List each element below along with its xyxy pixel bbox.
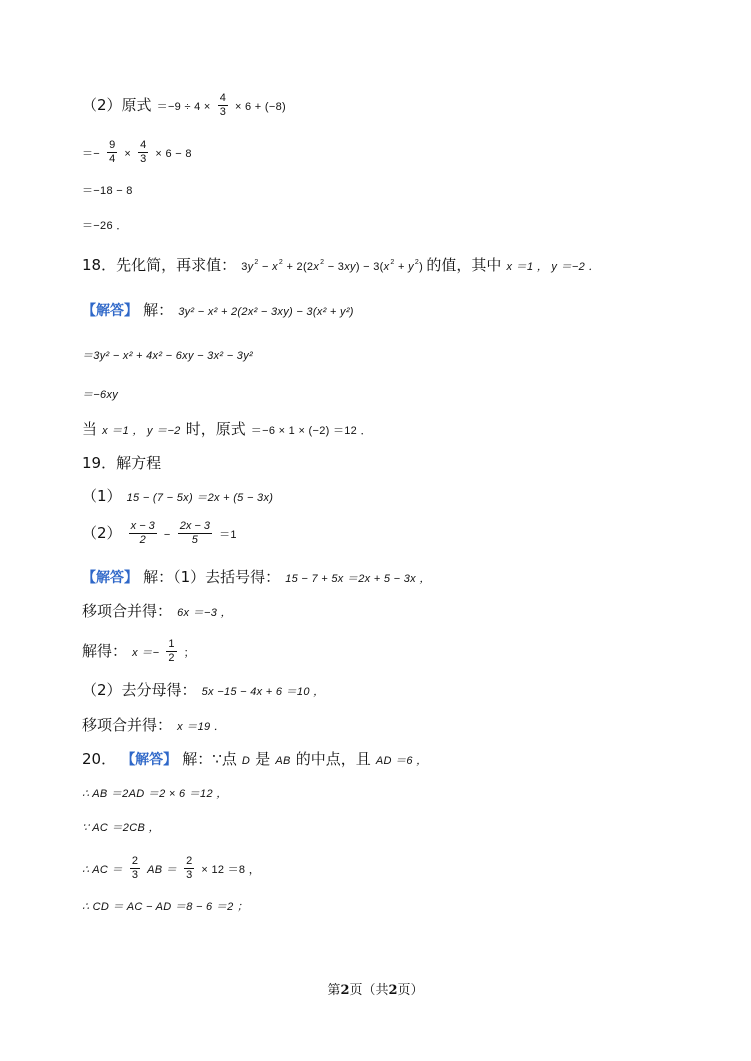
footer-a: 第 <box>327 983 341 998</box>
q19-answer-line <box>82 567 431 589</box>
q19-part-1 <box>82 486 273 508</box>
q18-tail: 的值，其中 <box>426 256 502 274</box>
footer-page: 2 <box>340 983 350 998</box>
q19-s5-a: 移项合并得： <box>82 716 173 734</box>
q19-step-3 <box>82 638 195 665</box>
q19-s4-b: 5x −15 − 4x + 6 ＝10 ， <box>201 686 325 698</box>
q18-when-c: 时，原式 <box>185 420 246 438</box>
p2-l2-frac-1: $\frac{9}{4}$ <box>109 139 116 165</box>
q19-step-4 <box>82 680 324 702</box>
q20-line-3 <box>82 855 260 882</box>
q19-p1-label: （1） <box>82 487 122 505</box>
q18-step-2: ＝3y² − x² + 4x² − 6xy − 3x² − 3y² <box>82 350 253 362</box>
q18-answer-line <box>82 300 354 322</box>
q18-title: 18．先化简，再求值： <box>82 256 237 274</box>
q20-s0-f: AD ＝6 ， <box>375 755 428 767</box>
q19-s2-b: 6x ＝−3 ， <box>177 607 232 619</box>
q19-p1-eq: 15 − (7 − 5x) ＝2x + (5 − 3x) <box>126 492 274 504</box>
footer-c: 页（共 <box>349 983 389 998</box>
q19-answer-tag: 【解答】 <box>82 570 138 586</box>
p2-l2-a: ＝− <box>82 148 101 160</box>
q20-line-4: ∴ CD ＝ AC − AD ＝8 − 6 ＝2 ； <box>82 901 249 913</box>
q20-s3-frac-1: $\frac{2}{3}$ <box>131 855 139 881</box>
p2-line-3: ＝−18 − 8 <box>82 185 133 197</box>
q20-line-1: ∴ AB ＝2AD ＝2 × 6 ＝12 ， <box>82 788 228 800</box>
q20-s3-b: AB ＝ <box>147 864 178 876</box>
q19-s1-b: 15 − 7 + 5x ＝2x + 5 − 3x ， <box>285 573 431 585</box>
q18-when-a: 当 <box>82 420 98 438</box>
q20-answer-tag: 【解答】 <box>121 752 178 768</box>
p2-label: （2）原式 <box>82 96 152 114</box>
p2-l1-frac: $\frac{4}{3}$ <box>219 92 226 118</box>
q20-s0-a: 解：∵点 <box>182 750 237 768</box>
q18-title-line <box>82 255 600 279</box>
q19-title: 19．解方程 <box>82 454 162 472</box>
page-footer <box>0 979 751 998</box>
p2-l1-a: ＝−9 ÷ 4 × <box>156 101 211 113</box>
p2-line-1 <box>82 92 286 119</box>
q19-s5-b: x ＝19 ． <box>177 721 226 733</box>
q20-s3-frac-2: $\frac{2}{3}$ <box>186 855 193 881</box>
q18-when-line <box>82 419 372 441</box>
q19-p2-minus: − <box>163 529 171 541</box>
q18-expr: $3y^2 - x^2 + 2(2x^2 - 3xy) - 3(x^2 + y^2)$ <box>241 259 424 273</box>
q19-step-2 <box>82 601 232 623</box>
q20-s0-c: 是 <box>255 750 271 768</box>
q18-jie: 解： <box>143 301 174 319</box>
q18-step-1: 3y² − x² + 2(2x² − 3xy) − 3(x² + y²) <box>178 306 354 318</box>
q19-p2-frac-1: $\frac{x - 3}{2}$ <box>130 520 155 546</box>
q19-s3-frac: $\frac{1}{2}$ <box>168 638 175 664</box>
q20-line-2: ∵ AC ＝2CB ， <box>82 822 160 834</box>
p2-l2-x: × <box>124 148 132 160</box>
p2-line-2 <box>82 139 192 166</box>
q20-num: 20． <box>82 750 117 768</box>
q20-s0-e: 的中点，且 <box>295 750 371 768</box>
q18-answer-tag: 【解答】 <box>82 303 138 319</box>
q19-s3-b: x ＝− <box>132 647 160 659</box>
footer-total: 2 <box>388 983 398 998</box>
q19-p2-eq: ＝1 <box>219 529 237 541</box>
q19-s3-a: 解得： <box>82 642 128 660</box>
q20-line-0 <box>82 749 427 771</box>
q18-when-d: ＝−6 × 1 × (−2) ＝12 ． <box>250 425 372 437</box>
q19-s2-a: 移项合并得： <box>82 602 173 620</box>
q19-s1-a: 解：（1）去括号得： <box>143 568 281 586</box>
q18-when-b: x ＝1 ， y ＝−2 <box>102 425 181 437</box>
q20-s0-d: AB <box>275 755 291 767</box>
q18-cond: x ＝1 ， y ＝−2 ． <box>506 261 600 273</box>
q19-part-2 <box>82 520 237 547</box>
p2-l2-b: × 6 − 8 <box>155 148 192 160</box>
p2-l2-frac-2: $\frac{4}{3}$ <box>140 139 147 165</box>
p2-l1-b: × 6 + (−8) <box>234 101 286 113</box>
q19-p2-frac-2: $\frac{2x - 3}{5}$ <box>179 520 210 546</box>
q18-step-3: ＝−6xy <box>82 389 119 401</box>
q19-p2-label: （2） <box>82 524 122 542</box>
q19-s4-a: （2）去分母得： <box>82 681 197 699</box>
footer-e: 页） <box>397 983 424 998</box>
p2-line-4: ＝−26 ． <box>82 220 128 232</box>
q19-s3-c: ； <box>183 647 195 659</box>
q19-step-5 <box>82 715 225 737</box>
q20-s3-a: ∴ AC ＝ <box>82 864 123 876</box>
q20-s0-b: D <box>241 755 251 767</box>
q20-s3-c: × 12 ＝8 ， <box>201 864 261 876</box>
